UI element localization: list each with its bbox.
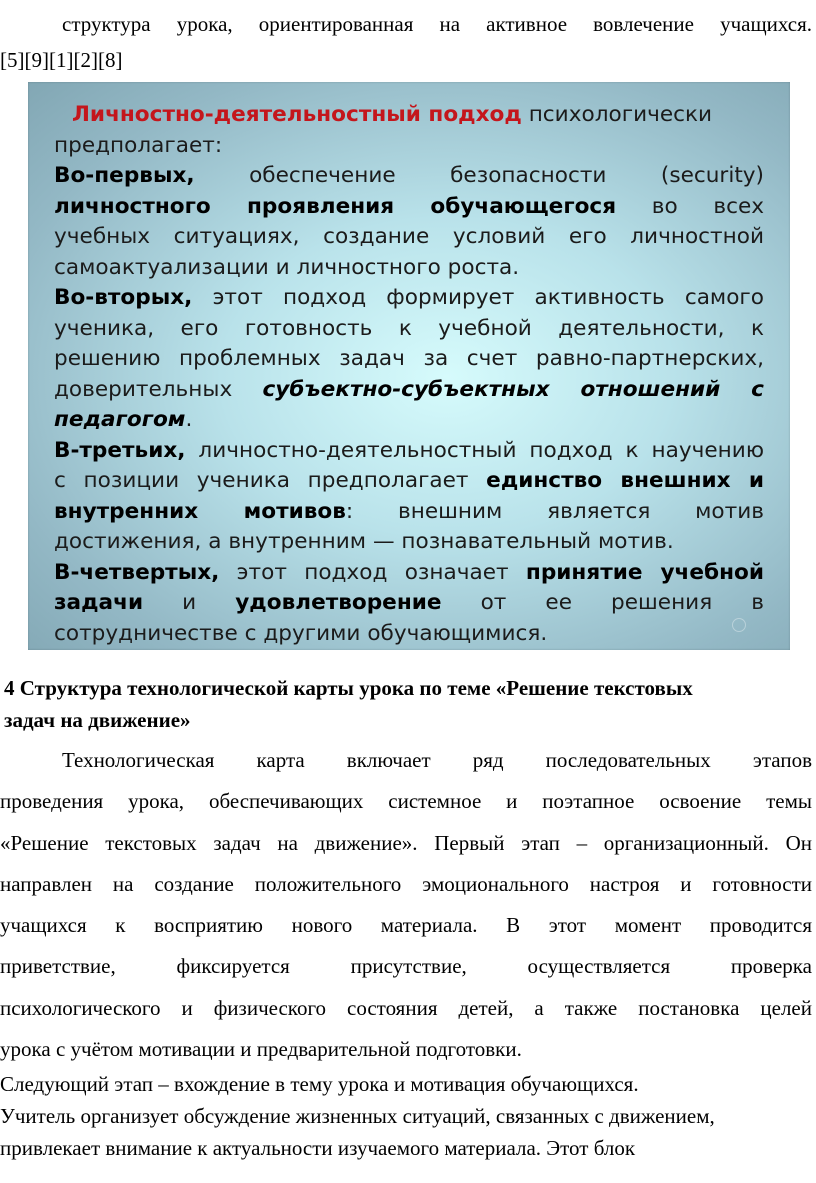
intro-paragraph (0, 6, 812, 78)
slide-second-l5: педагогом. (54, 407, 193, 432)
slide-fourth-l3: сотрудничестве с другими обучающимися. (54, 620, 548, 646)
paragraph-line: проведения урока, обеспечивающих системное и поэтапное освоение темы (0, 789, 812, 814)
slide-fourth-l1: В-четвертых, этот подход означает принятие учебной (54, 559, 764, 585)
slide-first-l4: самоактуализации и личностного роста. (54, 254, 520, 280)
slide-image (28, 82, 790, 650)
tail-line: Учитель организует обсуждение жизненных ситуаций, связанных с движением, (0, 1104, 715, 1128)
citation-refs: [5][9][1][2][8] (0, 48, 123, 72)
slide-first-l3: учебных ситуациях, создание условий его личностной (54, 224, 764, 249)
slide-title-cont: предполагает: (54, 132, 223, 158)
slide-third-l4: достижения, а внутренним — познавательный мотив. (54, 529, 674, 554)
tail-line: привлекает внимание к актуальности изучаемого материала. Этот блок (0, 1136, 636, 1160)
section-heading-line2: задач на движение» (4, 708, 191, 732)
paragraph-line: Технологическая карта включает ряд последовательных этапов (62, 748, 812, 772)
section-heading-line1: 4 Структура технологической карты урока по теме «Решение текстовых (4, 676, 693, 700)
slide-third-l2: с позиции ученика предполагает единство внешних и (54, 468, 764, 493)
slide-text (54, 100, 764, 649)
paragraph-line: учащихся к восприятию нового материала. В этот момент проводится (0, 913, 812, 938)
body-paragraph (0, 740, 812, 1070)
tail-paragraph (0, 1068, 812, 1164)
slide-second-l1: Во-вторых, этот подход формирует активность самого (54, 285, 764, 310)
section-heading (4, 672, 804, 736)
paragraph-line: приветствие, фиксируется присутствие, осуществляется проверка (0, 954, 812, 979)
slide-third-l3: внутренних мотивов: внешним является мотив (54, 498, 764, 524)
slide-title: Личностно-деятельностный подход психологически (72, 102, 713, 127)
intro-line: структура урока, ориентированная на активное вовлечение учащихся. (62, 12, 812, 36)
paragraph-line: психологического и физического состояния детей, а также постановка целей (0, 995, 812, 1020)
slide-second-l4: доверительных субъектно-субъектных отношений с (54, 376, 764, 402)
slide-first-l1: Во-первых, обеспечение безопасности (security) (54, 163, 764, 188)
paragraph-line: направлен на создание положительного эмоционального настроя и готовности (0, 871, 812, 896)
slide-fourth-l2: задачи и удовлетворение от ее решения в (54, 590, 764, 615)
slide-second-l3: решению проблемных задач за счет равно-партнерских, (54, 346, 764, 371)
slide-second-l2: ученика, его готовность к учебной деятельности, к (54, 315, 764, 341)
paragraph-line: урока с учётом мотивации и предварительной подготовки. (0, 1037, 522, 1062)
slide-first-l2: личностного проявления обучающегося во всех (54, 193, 765, 219)
slide-third-l1: В-третьих, личностно-деятельностный подход к научению (54, 437, 764, 463)
tail-line: Следующий этап – вхождение в тему урока и мотивация обучающихся. (0, 1072, 639, 1096)
paragraph-line: «Решение текстовых задач на движение». Первый этап – организационный. Он (0, 830, 812, 855)
slide-corner-mark (732, 618, 746, 632)
